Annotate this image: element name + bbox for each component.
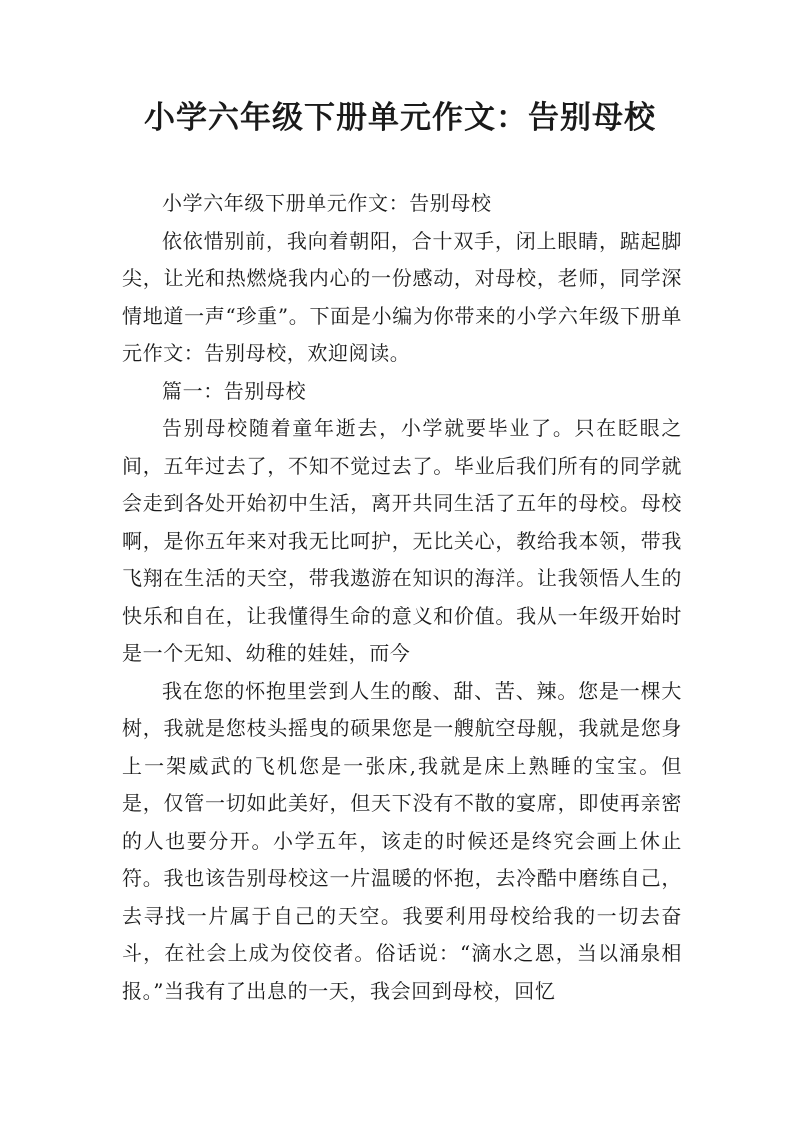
paragraph-subtitle: 小学六年级下册单元作文：告别母校	[162, 191, 492, 215]
paragraph-body-1: 告别母校随着童年逝去，小学就要毕业了。只在眨眼之间，五年过去了，不知不觉过去了。毕业后我们所有的同学就会走到各处开始初中生活，离开共同生活了五年的母校。母校啊，是你五年来对我无比呵护，无比关心，教给我本领，带我飞翔在生活的天空，带我遨游在知识的海洋。让我领悟人生的快乐和自在，让我懂得生命的意义和价值。我从一年级开始时是一个无知、幼稚的娃娃，而今	[122, 416, 682, 665]
paragraph-body-2: 我在您的怀抱里尝到人生的酸、甜、苦、辣。您是一棵大树，我就是您枝头摇曳的硕果您是一艘航空母舰，我就是您身上一架威武的飞机您是一张床,我就是床上熟睡的宝宝。但是，仅管一切如此美好，但天下没有不散的宴席，即使再亲密的人也要分开。小学五年，该走的时候还是终究会画上休止符。我也该告别母校这一片温暖的怀抱，去冷酷中磨练自己，去寻找一片属于自己的天空。我要利用母校给我的一切去奋斗，在社会上成为佼佼者。俗话说：“滴水之恩，当以涌泉相报。”当我有了出息的一天，我会回到母校，回忆	[122, 678, 682, 1003]
document-title: 小学六年级下册单元作文：告别母校	[144, 100, 656, 136]
paragraph-intro: 依依惜别前，我向着朝阳，合十双手，闭上眼睛，踮起脚尖，让光和热燃烧我内心的一份感动，对母校，老师，同学深情地道一声“珍重”。下面是小编为你带来的小学六年级下册单元作文：告别母校，欢迎阅读。	[122, 228, 682, 365]
paragraph-section-heading: 篇一：告别母校	[162, 378, 307, 403]
document-body	[122, 185, 682, 1010]
